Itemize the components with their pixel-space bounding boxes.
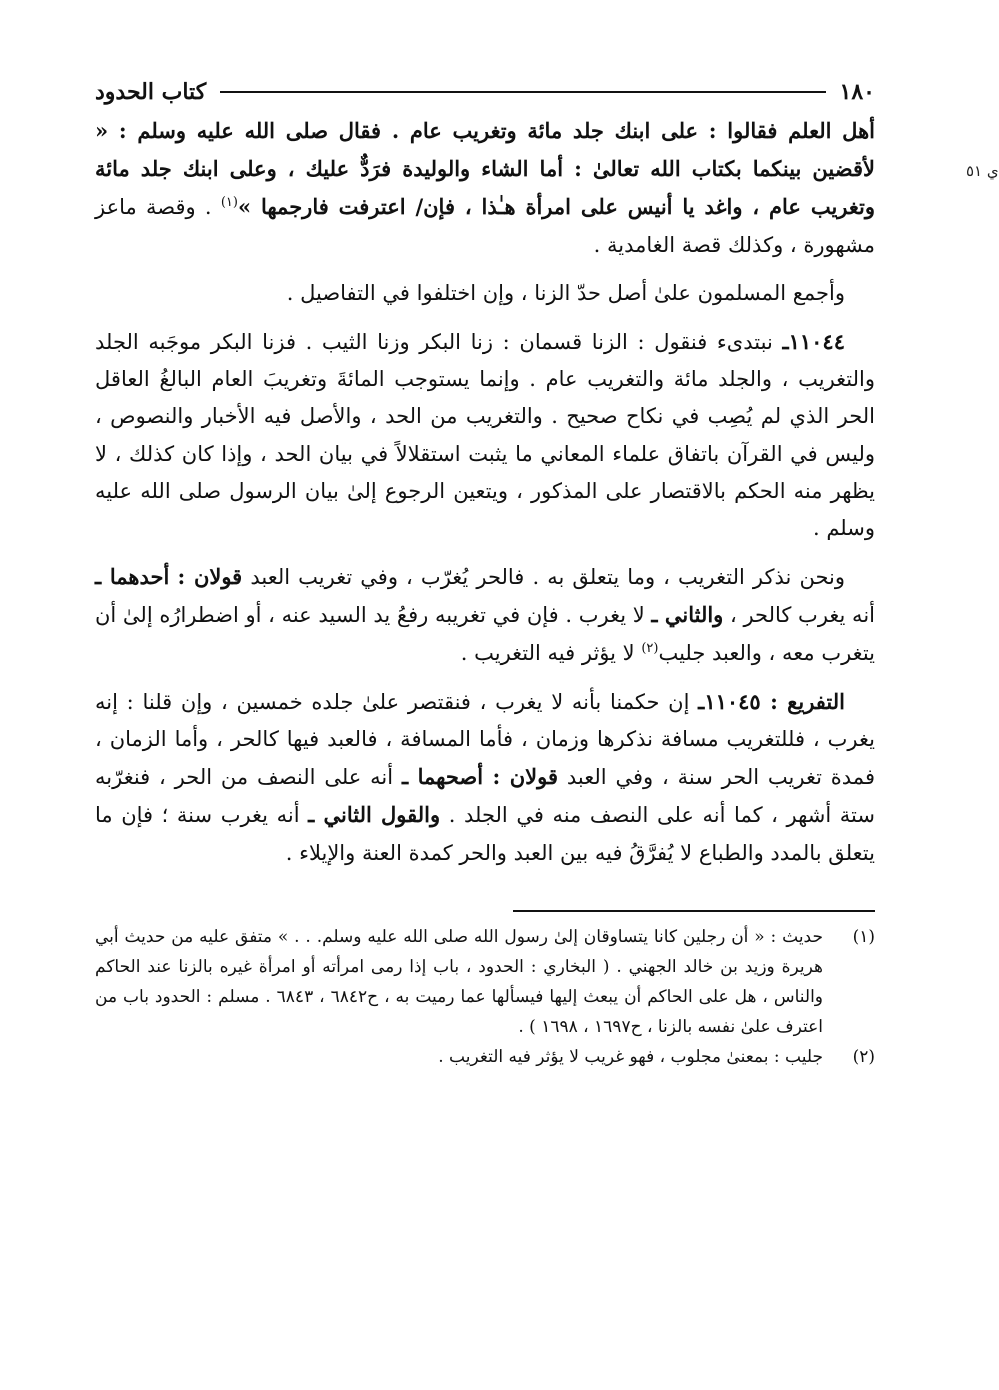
paragraph-5-text-a: إن حكمنا بأنه لا يغرب ، فنقتصر علىٰ جلده خمسين ، وإن قلنا : إنه يغرب ، فللتغريب مسافة نذكرها وزمان ، فأما المسافة ، فالعبد فيها كالحر ، وأما الزمان ، فمدة تغريب الحر سنة ، وفي العبد (95, 689, 875, 790)
manuscript-page-note: ي ٥١ (966, 162, 999, 180)
paragraph-5 (95, 683, 875, 872)
paragraph-5-text-b: أنه على النصف من الحر ، فنغرّبه ستة أشهر ، كما أنه على النصف منه في الجلد . (95, 765, 875, 828)
section-number-11045: التفريع : ١١٠٤٥ـ (698, 688, 845, 714)
section-number-11044: ١١٠٤٤ـ (782, 329, 845, 355)
bold-alqawl-althani: والقول الثاني ـ (308, 802, 441, 828)
running-header (95, 72, 875, 112)
footnotes (95, 922, 875, 1072)
paragraph-1 (95, 112, 875, 264)
footnote-number: (٢) (852, 1046, 875, 1067)
paragraph-4-text-b: أنه يغرب كالحر ، (723, 603, 875, 628)
paragraph-2: وأجمع المسلمون علىٰ أصل حدّ الزنا ، وإن اختلفوا في التفاصيل . (286, 280, 845, 305)
paragraph-1-end: . وقصة ماعز مشهورة ، وكذلك قصة الغامدية . (95, 195, 875, 257)
hadith-text: أهل العلم فقالوا : على ابنك جلد مائة وتغريب عام . فقال صلى الله عليه وسلم : « لأقضين بينكما بكتاب الله تعالىٰ : أما الشاء والوليدة فرَدٌّ عليك ، وعلى ابنك جلد مائة وتغريب عام ، واغد يا أنيس على امرأة هـٰذا ، فإن/ اعترفت فارجمها » (95, 118, 875, 220)
bold-ahaduhuma: أحدهما ـ (95, 564, 170, 590)
footnote-2 (95, 1042, 875, 1072)
header-rule (220, 91, 825, 93)
page-number: ١٨٠ (839, 79, 875, 105)
footnote-number: (١) (852, 926, 875, 947)
footnote-text: حديث : « أن رجلين كانا يتساوقان إلىٰ رسول الله صلى الله عليه وسلم. . . » متفق عليه من حديث أبي هريرة وزيد بن خالد الجهني . ( البخاري : الحدود ، باب إذا رمى امرأته أو امرأة غيره بالزنا عند الحاكم والناس ، هل على الحاكم أن يبعث إليها فيسألها عما رميت به ، ح٦٨٤٢ ، ٦٨٤٣ . مسلم : الحدود باب من اعترف علىٰ نفسه بالزنا ، ح١٦٩٧ ، ١٦٩٨ ) . (95, 926, 823, 1037)
footnote-ref-1[interactable]: (١) (220, 195, 238, 211)
footnote-ref-2[interactable]: (٢) (641, 640, 659, 656)
footnote-1 (95, 922, 875, 1042)
bold-althani: والثاني ـ (651, 602, 724, 628)
paragraph-3-text: نبتدىء فنقول : الزنا قسمان : زنا البكر وزنا الثيب . فزنا البكر موجَبه الجلد والتغريب ، والجلد مائة والتغريب عام . وإنما يستوجب المائةَ وتغريبَ العام البالغُ العاقل الحر الذي لم يُصِب في نكاح صحيح . والتغريب من الحد ، والأصل فيه الأخبار والنصوص ، وليس في القرآن باتفاق علماء المعاني ما يثبت استقلالاً في بيان الحد ، وإذا كان كذلك ، لا يظهر منه الحكم بالاقتصار على المذكور ، ويتعين الرجوع إلىٰ بيان الرسول صلى الله عليه وسلم . (95, 330, 875, 541)
bold-qawlan: قولان : (177, 564, 243, 590)
footnote-text: جليب : بمعنىٰ مجلوب ، فهو غريب لا يؤثر فيه التغريب . (438, 1046, 823, 1067)
paragraph-4-text-a: ونحن نذكر التغريب ، وما يتعلق به . فالحر يُغرّب ، وفي تغريب العبد (242, 565, 845, 590)
main-text (95, 112, 875, 872)
paragraph-5-text-c: أنه يغرب سنة ؛ فإن ما يتعلق بالمدد والطباع لا يُفرَّقُ فيه بين العبد والحر كمدة العنة والإيلاء . (95, 803, 875, 865)
paragraph-4-text-d: لا يؤثر فيه التغريب . (460, 640, 642, 665)
paragraph-4-text-c: لا يغرب . فإن في تغريبه رفعُ يد السيد عنه ، أو اضطرارُه إلىٰ أن يتغرب معه ، والعبد جليب (94, 603, 875, 665)
bold-qawlan-ashahuhuma: قولان : أصحهما ـ (401, 764, 559, 790)
paragraph-3 (95, 323, 875, 547)
footnote-separator (513, 910, 875, 912)
paragraph-4 (95, 558, 875, 672)
page (95, 72, 875, 1372)
book-title: كتاب الحدود (95, 79, 207, 105)
